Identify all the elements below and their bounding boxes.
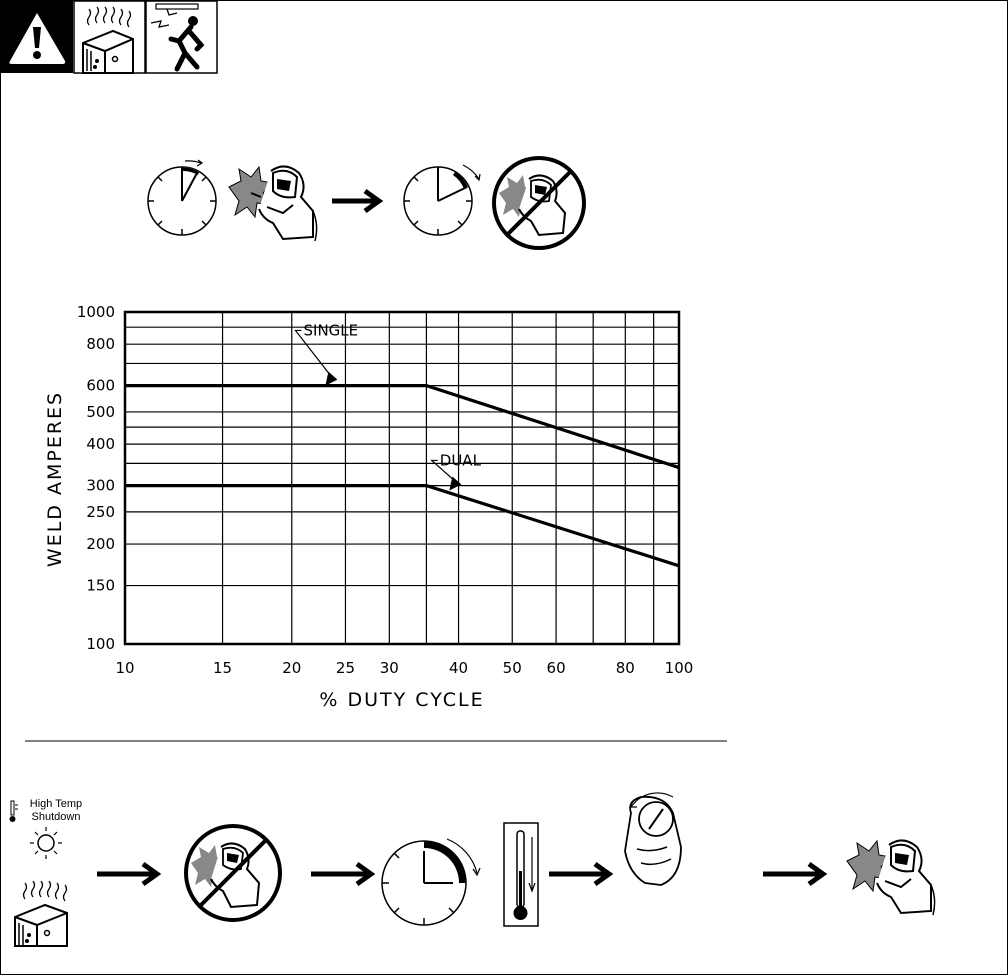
y-tick-label: 300: [86, 476, 115, 495]
duty-cycle-chart: [1, 1, 1008, 975]
x-tick-label: 15: [213, 659, 233, 677]
series-label-single: SINGLE: [303, 321, 359, 340]
x-tick-label: 100: [664, 659, 694, 677]
x-tick-label: 10: [115, 659, 135, 677]
series-label-dual: DUAL: [439, 451, 481, 470]
y-tick-label: 800: [86, 335, 115, 354]
y-tick-label: 1000: [76, 303, 115, 321]
x-axis-label: % DUTY CYCLE: [319, 689, 485, 711]
series-leader-arrow-single: [325, 372, 337, 386]
x-tick-label: 20: [282, 659, 302, 677]
y-axis-label: WELD AMPERES: [44, 390, 66, 568]
series-line-dual: [125, 486, 679, 566]
y-tick-label: 100: [86, 635, 115, 653]
y-tick-label: 400: [86, 435, 115, 454]
x-tick-label: 30: [379, 659, 399, 677]
x-tick-label: 60: [546, 659, 566, 677]
y-tick-label: 200: [86, 535, 115, 554]
x-tick-label: 50: [502, 659, 522, 677]
shutdown-label-line2: Shutdown: [31, 811, 81, 823]
y-tick-label: 150: [86, 576, 115, 595]
plot-frame: [125, 312, 679, 644]
y-tick-label: 600: [86, 376, 115, 395]
x-tick-label: 25: [335, 659, 356, 677]
y-tick-label: 500: [86, 402, 115, 421]
chart-ticks: [77, 303, 694, 677]
series-leader-arrow-dual: [449, 476, 461, 490]
x-tick-label: 40: [448, 659, 469, 677]
chart-grid: [125, 312, 679, 644]
y-tick-label: 250: [86, 502, 115, 521]
x-tick-label: 80: [615, 659, 635, 677]
high-temp-label-line1: High Temp: [29, 798, 83, 810]
